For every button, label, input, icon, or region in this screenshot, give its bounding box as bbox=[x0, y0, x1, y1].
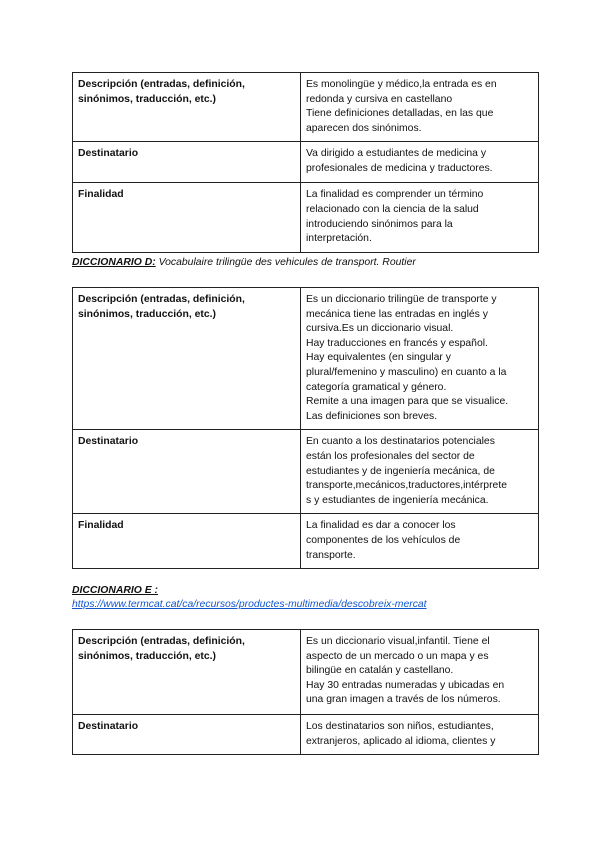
value-line: bilingüe en catalán y castellano. bbox=[306, 665, 454, 677]
dictionary-e-table bbox=[72, 629, 539, 755]
dictionary-e-name: DICCIONARIO E : bbox=[72, 585, 159, 596]
row-value bbox=[301, 73, 539, 142]
row-value bbox=[301, 288, 539, 430]
row-label: Descripción (entradas, definición, sinónimos, traducción, etc.) bbox=[73, 630, 301, 715]
row-value bbox=[301, 514, 539, 569]
value-line: Va dirigido a estudiantes de medicina y bbox=[306, 148, 487, 160]
value-line: Los destinatarios son niños, estudiantes, bbox=[306, 721, 494, 732]
value-line: mecánica tiene las entradas en inglés y bbox=[306, 308, 488, 320]
value-line: relacionado con la ciencia de la salud bbox=[306, 203, 479, 215]
value-line: cursiva.Es un diccionario visual. bbox=[306, 323, 454, 335]
value-line: Hay 30 entradas numeradas y ubicadas en bbox=[306, 679, 505, 691]
value-line: redonda y cursiva en castellano bbox=[306, 93, 453, 105]
row-label: Finalidad bbox=[73, 183, 301, 252]
value-line: s y estudiantes de ingeniería mecánica. bbox=[306, 494, 489, 506]
value-line: La finalidad es dar a conocer los bbox=[306, 520, 456, 532]
value-line: Es monolingüe y médico,la entrada es en bbox=[306, 79, 497, 90]
dictionary-e-link[interactable]: https://www.termcat.cat/ca/recursos/productes-multimedia/descobreix-mercat bbox=[72, 599, 427, 610]
value-line: Remite a una imagen para que se visualice. bbox=[306, 396, 509, 408]
value-line: transporte,mecánicos,traductores,intérprete bbox=[306, 480, 507, 492]
table-row bbox=[73, 183, 539, 252]
table-row bbox=[73, 715, 539, 755]
value-line: introduciendo sinónimos para la bbox=[306, 218, 453, 230]
row-label: Destinatario bbox=[73, 142, 301, 183]
value-line: Tiene definiciones detalladas, en las que bbox=[306, 108, 494, 120]
dictionary-d-name: DICCIONARIO D: bbox=[72, 257, 156, 268]
value-line: La finalidad es comprender un término bbox=[306, 189, 484, 201]
row-value bbox=[301, 630, 539, 715]
value-line: Es un diccionario trilingüe de transporte y bbox=[306, 294, 497, 305]
dictionary-d-title: Vocabulaire trilingüe des vehicules de transport. Routier bbox=[158, 257, 416, 268]
value-line: Las definiciones son breves. bbox=[306, 410, 438, 422]
value-line: categoría gramatical y género. bbox=[306, 381, 447, 393]
value-line: transporte. bbox=[306, 549, 356, 561]
row-label: Destinatario bbox=[73, 430, 301, 514]
value-line: En cuanto a los destinatarios potenciales bbox=[306, 436, 495, 448]
table-row bbox=[73, 288, 539, 430]
row-label: Finalidad bbox=[73, 514, 301, 569]
row-value bbox=[301, 715, 539, 755]
value-line: una gran imagen a través de los números. bbox=[306, 694, 501, 706]
value-line: aparecen dos sinónimos. bbox=[306, 122, 422, 134]
table-row bbox=[73, 514, 539, 569]
dictionary-e-heading bbox=[72, 584, 158, 598]
value-line: están los profesionales del sector de bbox=[306, 450, 475, 462]
value-line: interpretación. bbox=[306, 233, 372, 245]
table-row bbox=[73, 630, 539, 715]
value-line: componentes de los vehículos de bbox=[306, 534, 461, 546]
value-line: plural/femenino y masculino) en cuanto a la bbox=[306, 366, 507, 378]
row-value bbox=[301, 183, 539, 252]
row-label: Destinatario bbox=[73, 715, 301, 755]
table-row bbox=[73, 73, 539, 142]
dictionary-c-table bbox=[72, 72, 539, 253]
table-row bbox=[73, 430, 539, 514]
row-value bbox=[301, 430, 539, 514]
table-row bbox=[73, 142, 539, 183]
value-line: aspecto de un mercado o un mapa y es bbox=[306, 650, 489, 662]
value-line: estudiantes y de ingeniería mecánica, de bbox=[306, 465, 495, 477]
value-line: Hay traducciones en francés y español. bbox=[306, 337, 488, 349]
value-line: profesionales de medicina y traductores. bbox=[306, 162, 493, 174]
dictionary-d-heading bbox=[72, 256, 416, 270]
value-line: Hay equivalentes (en singular y bbox=[306, 352, 451, 364]
value-line: extranjeros, aplicado al idioma, clientes y bbox=[306, 735, 496, 747]
row-label: Descripción (entradas, definición, sinónimos, traducción, etc.) bbox=[73, 288, 301, 430]
value-line: Es un diccionario visual,infantil. Tiene el bbox=[306, 636, 490, 647]
row-label: Descripción (entradas, definición, sinónimos, traducción, etc.) bbox=[73, 73, 301, 142]
dictionary-d-table bbox=[72, 287, 539, 569]
row-value bbox=[301, 142, 539, 183]
